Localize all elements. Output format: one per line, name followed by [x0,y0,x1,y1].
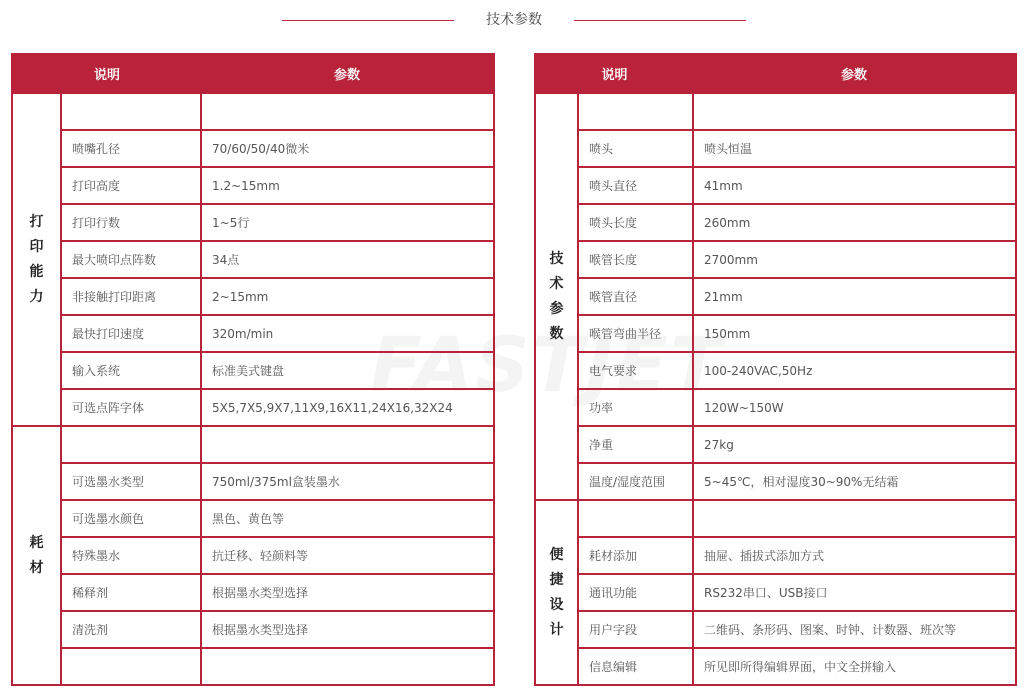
param-name: 净重 [578,426,693,463]
group-label-char: 打 [29,213,44,230]
header-desc: 说明 [12,54,201,93]
param-value: 抗迁移、轻颜料等 [201,537,494,574]
param-value: 70/60/50/40微米 [201,130,494,167]
param-name: 打印高度 [61,167,201,204]
param-name: 喉管直径 [578,278,693,315]
table-row [12,500,494,537]
group-label-char: 印 [29,238,44,255]
param-name [61,648,201,685]
param-value: 750ml/375ml盒装墨水 [201,463,494,500]
table-row [535,241,1016,278]
param-value [201,93,494,130]
table-row [12,611,494,648]
header-param: 参数 [201,54,494,93]
param-name: 清洗剂 [61,611,201,648]
table-header-row [12,54,494,93]
table-row [12,352,494,389]
table-row [535,574,1016,611]
param-name: 最大喷印点阵数 [61,241,201,278]
param-name: 可选墨水颜色 [61,500,201,537]
title-divider-left [282,20,454,21]
table-row [535,611,1016,648]
table-row [12,204,494,241]
param-value: 41mm [693,167,1016,204]
table-row [535,204,1016,241]
group-label-char: 耗 [29,534,44,551]
param-name: 喷头直径 [578,167,693,204]
param-name [578,93,693,130]
param-value: RS232串口、USB接口 [693,574,1016,611]
table-row [12,463,494,500]
param-name: 非接触打印距离 [61,278,201,315]
param-value: 150mm [693,315,1016,352]
group-label-char: 力 [29,288,44,305]
table-row [535,167,1016,204]
param-value [201,648,494,685]
table-row [12,241,494,278]
group-label-char: 材 [29,559,44,576]
spec-table-left [11,53,495,686]
param-value: 320m/min [201,315,494,352]
table-row [535,463,1016,500]
table-row [535,352,1016,389]
param-name: 用户字段 [578,611,693,648]
title-divider-right [574,20,746,21]
param-name: 输入系统 [61,352,201,389]
param-value: 100-240VAC,50Hz [693,352,1016,389]
param-name: 喉管弯曲半径 [578,315,693,352]
param-value: 27kg [693,426,1016,463]
param-name: 耗材添加 [578,537,693,574]
table-row [535,278,1016,315]
group-label [12,426,61,685]
table-row [12,278,494,315]
table-row [12,648,494,685]
param-value: 标准美式键盘 [201,352,494,389]
param-value: 5~45℃，相对湿度30~90%无结霜 [693,463,1016,500]
table-row [12,315,494,352]
group-label-char: 设 [549,596,564,613]
table-row [535,130,1016,167]
param-name: 喷嘴孔径 [61,130,201,167]
param-name: 通讯功能 [578,574,693,611]
group-label [535,93,578,500]
table-row [535,315,1016,352]
table-row [535,648,1016,685]
group-label-char: 参 [549,300,564,317]
param-name: 喉管长度 [578,241,693,278]
group-label-char: 能 [29,263,44,280]
table-body-left [12,93,494,685]
param-name: 最快打印速度 [61,315,201,352]
group-label [12,93,61,426]
param-name: 稀释剂 [61,574,201,611]
param-value: 2~15mm [201,278,494,315]
param-value: 2700mm [693,241,1016,278]
table-row [12,389,494,426]
group-label [535,500,578,685]
param-value: 260mm [693,204,1016,241]
header-desc: 说明 [535,54,693,93]
group-label-char: 捷 [549,571,564,588]
table-row [12,130,494,167]
table-row [535,537,1016,574]
param-value [693,500,1016,537]
table-row [535,426,1016,463]
group-label-char: 术 [549,275,564,292]
param-value: 1~5行 [201,204,494,241]
param-name [61,93,201,130]
param-name [61,426,201,463]
param-value: 1.2~15mm [201,167,494,204]
group-label-char: 计 [549,621,564,638]
table-row [12,574,494,611]
param-name: 可选墨水类型 [61,463,201,500]
table-row [535,500,1016,537]
table-body-right [535,93,1016,685]
param-name: 电气要求 [578,352,693,389]
param-value: 120W~150W [693,389,1016,426]
param-name: 温度/湿度范围 [578,463,693,500]
table-header-row [535,54,1016,93]
param-name: 喷头长度 [578,204,693,241]
table-row [12,537,494,574]
table-row [12,167,494,204]
param-value: 21mm [693,278,1016,315]
param-value: 所见即所得编辑界面，中文全拼输入 [693,648,1016,685]
header-param: 参数 [693,54,1016,93]
param-value: 34点 [201,241,494,278]
param-name: 特殊墨水 [61,537,201,574]
param-value [201,426,494,463]
spec-table-right [534,53,1017,686]
group-label-char: 技 [549,250,564,267]
param-value: 抽屉、插拔式添加方式 [693,537,1016,574]
param-name: 信息编辑 [578,648,693,685]
param-value: 根据墨水类型选择 [201,611,494,648]
param-name: 功率 [578,389,693,426]
group-label-char: 数 [549,325,564,342]
param-value: 二维码、条形码、图案、时钟、计数器、班次等 [693,611,1016,648]
param-value: 5X5,7X5,9X7,11X9,16X11,24X16,32X24 [201,389,494,426]
table-row [12,93,494,130]
param-name [578,500,693,537]
table-row [12,426,494,463]
param-name: 打印行数 [61,204,201,241]
group-label-char: 便 [549,546,564,563]
param-value [693,93,1016,130]
param-name: 喷头 [578,130,693,167]
page-title: 技术参数 [486,12,542,28]
param-value: 根据墨水类型选择 [201,574,494,611]
table-row [535,93,1016,130]
section-title-bar [0,0,1024,40]
param-value: 黑色、黄色等 [201,500,494,537]
param-name: 可选点阵字体 [61,389,201,426]
param-value: 喷头恒温 [693,130,1016,167]
table-row [535,389,1016,426]
